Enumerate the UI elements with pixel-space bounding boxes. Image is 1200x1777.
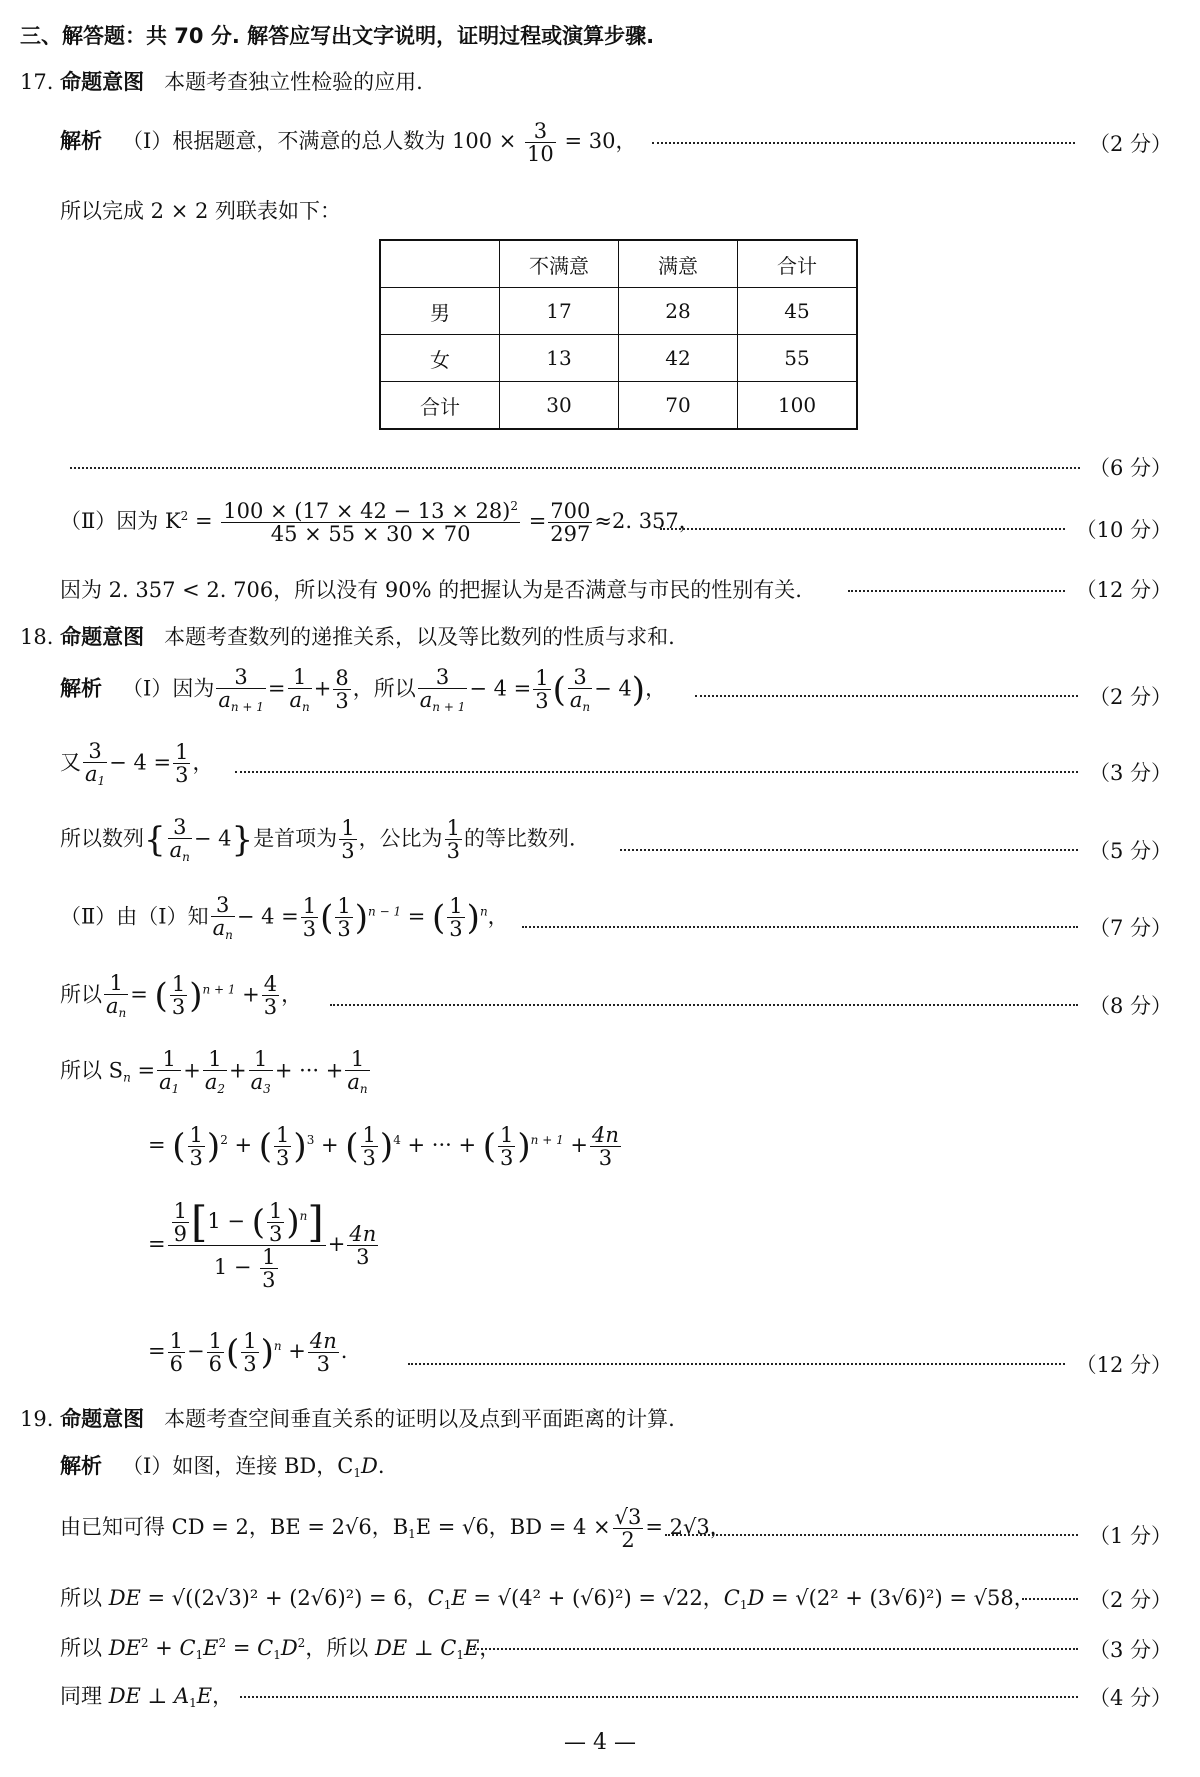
table-row xyxy=(380,288,857,335)
q19-solution-label: 解析 xyxy=(60,1454,102,1478)
q18-part1: 解析 （Ⅰ）因为 $\frac{3}{a_{n + 1}}$ = $\frac{1}{a_n}$ + $\frac{8}{3}$ ，所以 $\frac{3}{a_{n + 1}}$ − 4 = $\frac{1}{3}$ ( $\frac{3}{a_n}$ − 4)， xyxy=(60,665,667,715)
q18-line6: 所以 $S_n$ = $\frac{1}{a_1}$ + $\frac{1}{a_2}$ + $\frac{1}{a_3}$ + ··· + $\frac{1}{a_n}$ xyxy=(60,1047,368,1097)
q18-score-2: （3 分） xyxy=(1088,761,1172,785)
q19-part1: 解析 （Ⅰ）如图，连接 BD，$C_1D$. xyxy=(60,1454,385,1480)
dot-leader xyxy=(620,849,1078,851)
table-cell: 42 xyxy=(619,335,738,382)
q19-intent-label: 命题意图 xyxy=(60,1407,145,1431)
table-cell: 女 xyxy=(380,335,500,382)
q19-line5: 同理 DE ⊥ $A_1E$， xyxy=(60,1684,234,1710)
k2-fraction-simplified: $\frac{700}{297}$ xyxy=(550,499,591,547)
q18-line2: 又 $\frac{3}{a_1}$ − 4 = $\frac{1}{3}$ ， xyxy=(60,739,214,789)
table-cell: 男 xyxy=(380,288,500,335)
q19-line4: 所以 $DE^2 + C_1E^2 = C_1D^2$，所以 DE ⊥ $C_1E$， xyxy=(60,1636,501,1662)
section-heading: 三、解答题：共 70 分. 解答应写出文字说明，证明过程或演算步骤. xyxy=(20,24,655,48)
dot-leader xyxy=(652,142,1075,144)
q18-intent-text: 本题考查数列的递推关系，以及等比数列的性质与求和. xyxy=(164,625,675,649)
table-cell: 满意 xyxy=(619,240,738,288)
dot-leader xyxy=(522,926,1078,928)
q17-part1 xyxy=(60,120,636,165)
q17-table-intro: 所以完成 2 × 2 列联表如下： xyxy=(60,199,342,223)
q19-header xyxy=(20,1403,675,1433)
q18-score-3: （5 分） xyxy=(1088,839,1172,863)
table-header-row xyxy=(380,240,857,288)
q18-score-5: （8 分） xyxy=(1088,994,1172,1018)
q18-part2: （Ⅱ）由（Ⅰ）知 $\frac{3}{a_n}$ − 4 = $\frac{1}{3}$ ( $\frac{1}{3}$ )$^{n - 1}$ = ( $\frac{1}{3}$ )$^n$， xyxy=(60,893,509,943)
dot-leader xyxy=(1022,1598,1078,1600)
q18-line3: 所以数列{ $\frac{3}{a_n}$ − 4}是首项为 $\frac{1}{3}$ ，公比为 $\frac{1}{3}$ 的等比数列. xyxy=(60,815,576,865)
q17-part2: （Ⅱ）因为 $K^2$ = $\frac{100 \times (17 \times 42 - 13 \times 28)^2}{45 \times 55 \times 30 \times 70}$ = $\frac{700}{297}$ ≈2. 357， xyxy=(60,499,700,547)
dot-leader xyxy=(848,590,1065,592)
q17-part1-score: （2 分） xyxy=(1088,132,1172,156)
table-cell: 合计 xyxy=(738,240,858,288)
table-cell: 不满意 xyxy=(500,240,619,288)
dot-leader xyxy=(240,1696,1078,1698)
q17-intent-text: 本题考查独立性检验的应用. xyxy=(164,70,423,94)
q19-number: 19. xyxy=(20,1407,54,1431)
q19-score-3: （3 分） xyxy=(1088,1638,1172,1662)
dot-leader xyxy=(330,1004,1078,1006)
table-row xyxy=(380,382,857,430)
q18-score-4: （7 分） xyxy=(1088,916,1172,940)
q17-part1-text: （Ⅰ）根据题意，不满意的总人数为 100 × xyxy=(122,129,517,154)
dot-leader xyxy=(408,1363,1065,1365)
q18-line9: = $\frac{1}{6}$ − $\frac{1}{6}$ ( $\frac{1}{3}$ )$^n$ + $\frac{4n}{3}$ . xyxy=(148,1329,348,1377)
q19-score-4: （4 分） xyxy=(1088,1686,1172,1710)
table-cell: 13 xyxy=(500,335,619,382)
table-cell: 100 xyxy=(738,382,858,430)
table-cell: 28 xyxy=(619,288,738,335)
table-cell: 45 xyxy=(738,288,858,335)
q19-score-2: （2 分） xyxy=(1088,1588,1172,1612)
q19-line3: 所以 DE = √((2√3)² + (2√6)²) = 6，$C_1E = √(4^2 + (√6)^2) = √22$，$C_1D = √(2^2 + (3√6)^2) = √58$， xyxy=(60,1586,1035,1612)
q18-score-6: （12 分） xyxy=(1075,1353,1172,1377)
q19-intent-text: 本题考查空间垂直关系的证明以及点到平面距离的计算. xyxy=(164,1407,675,1431)
page-number: — 4 — xyxy=(564,1730,636,1755)
dot-leader xyxy=(665,1534,1078,1536)
q17-intent-label: 命题意图 xyxy=(60,70,145,94)
k2-fraction: $\frac{100 \times (17 \times 42 - 13 \times 28)^2}{45 \times 55 \times 30 \times 70}$ xyxy=(223,499,519,547)
dot-leader xyxy=(660,528,1065,530)
table-cell: 30 xyxy=(500,382,619,430)
q18-score-1: （2 分） xyxy=(1088,685,1172,709)
q17-part2-score: （10 分） xyxy=(1075,518,1172,542)
q18-line5: 所以 $\frac{1}{a_n}$ = ( $\frac{1}{3}$ )$^{n + 1}$ + $\frac{4}{3}$ ， xyxy=(60,971,303,1021)
q18-header xyxy=(20,621,675,651)
dot-leader xyxy=(470,1648,1078,1650)
q17-part1-result: = 30， xyxy=(564,129,637,154)
q18-line8: = $\frac{1}{9}$ [1 − ( $\frac{1}{3}$ )$^n$] 1 − $\frac{1}{3}$ + $\frac{4n}{3}$ xyxy=(148,1197,377,1293)
dot-leader xyxy=(70,467,1080,469)
q17-conclusion-score: （12 分） xyxy=(1075,578,1172,602)
q18-number: 18. xyxy=(20,625,54,649)
q17-table-score: （6 分） xyxy=(1088,456,1172,480)
table-cell xyxy=(380,240,500,288)
q18-solution-label: 解析 xyxy=(60,676,102,701)
q18-intent-label: 命题意图 xyxy=(60,625,145,649)
table-cell: 55 xyxy=(738,335,858,382)
q17-header xyxy=(20,66,423,96)
q19-line2: 由已知可得 CD = 2，BE = 2√6，$B_1E = √6$，BD = 4 × $\frac{√3}{2}$ = 2√3， xyxy=(60,1505,731,1553)
table-cell: 70 xyxy=(619,382,738,430)
q19-score-1: （1 分） xyxy=(1088,1524,1172,1548)
table-cell: 17 xyxy=(500,288,619,335)
q17-part1-fraction: $\frac{3}{10}$ xyxy=(527,119,554,167)
q18-line7: = ( $\frac{1}{3}$ )$^2$ + ( $\frac{1}{3}$ )$^3$ + ( $\frac{1}{3}$ )$^4$ + ··· + ( $\frac{1}{3}$ )$^{n + 1}$ + $\frac{4n}{3}$ xyxy=(148,1123,619,1171)
q17-number: 17. xyxy=(20,70,54,94)
table-row xyxy=(380,335,857,382)
dot-leader xyxy=(235,771,1078,773)
contingency-table xyxy=(379,239,858,430)
table-cell: 合计 xyxy=(380,382,500,430)
q17-conclusion: 因为 2. 357 < 2. 706，所以没有 90% 的把握认为是否满意与市民的性别有关. xyxy=(60,578,802,602)
dot-leader xyxy=(695,695,1078,697)
q17-solution-label: 解析 xyxy=(60,129,102,154)
